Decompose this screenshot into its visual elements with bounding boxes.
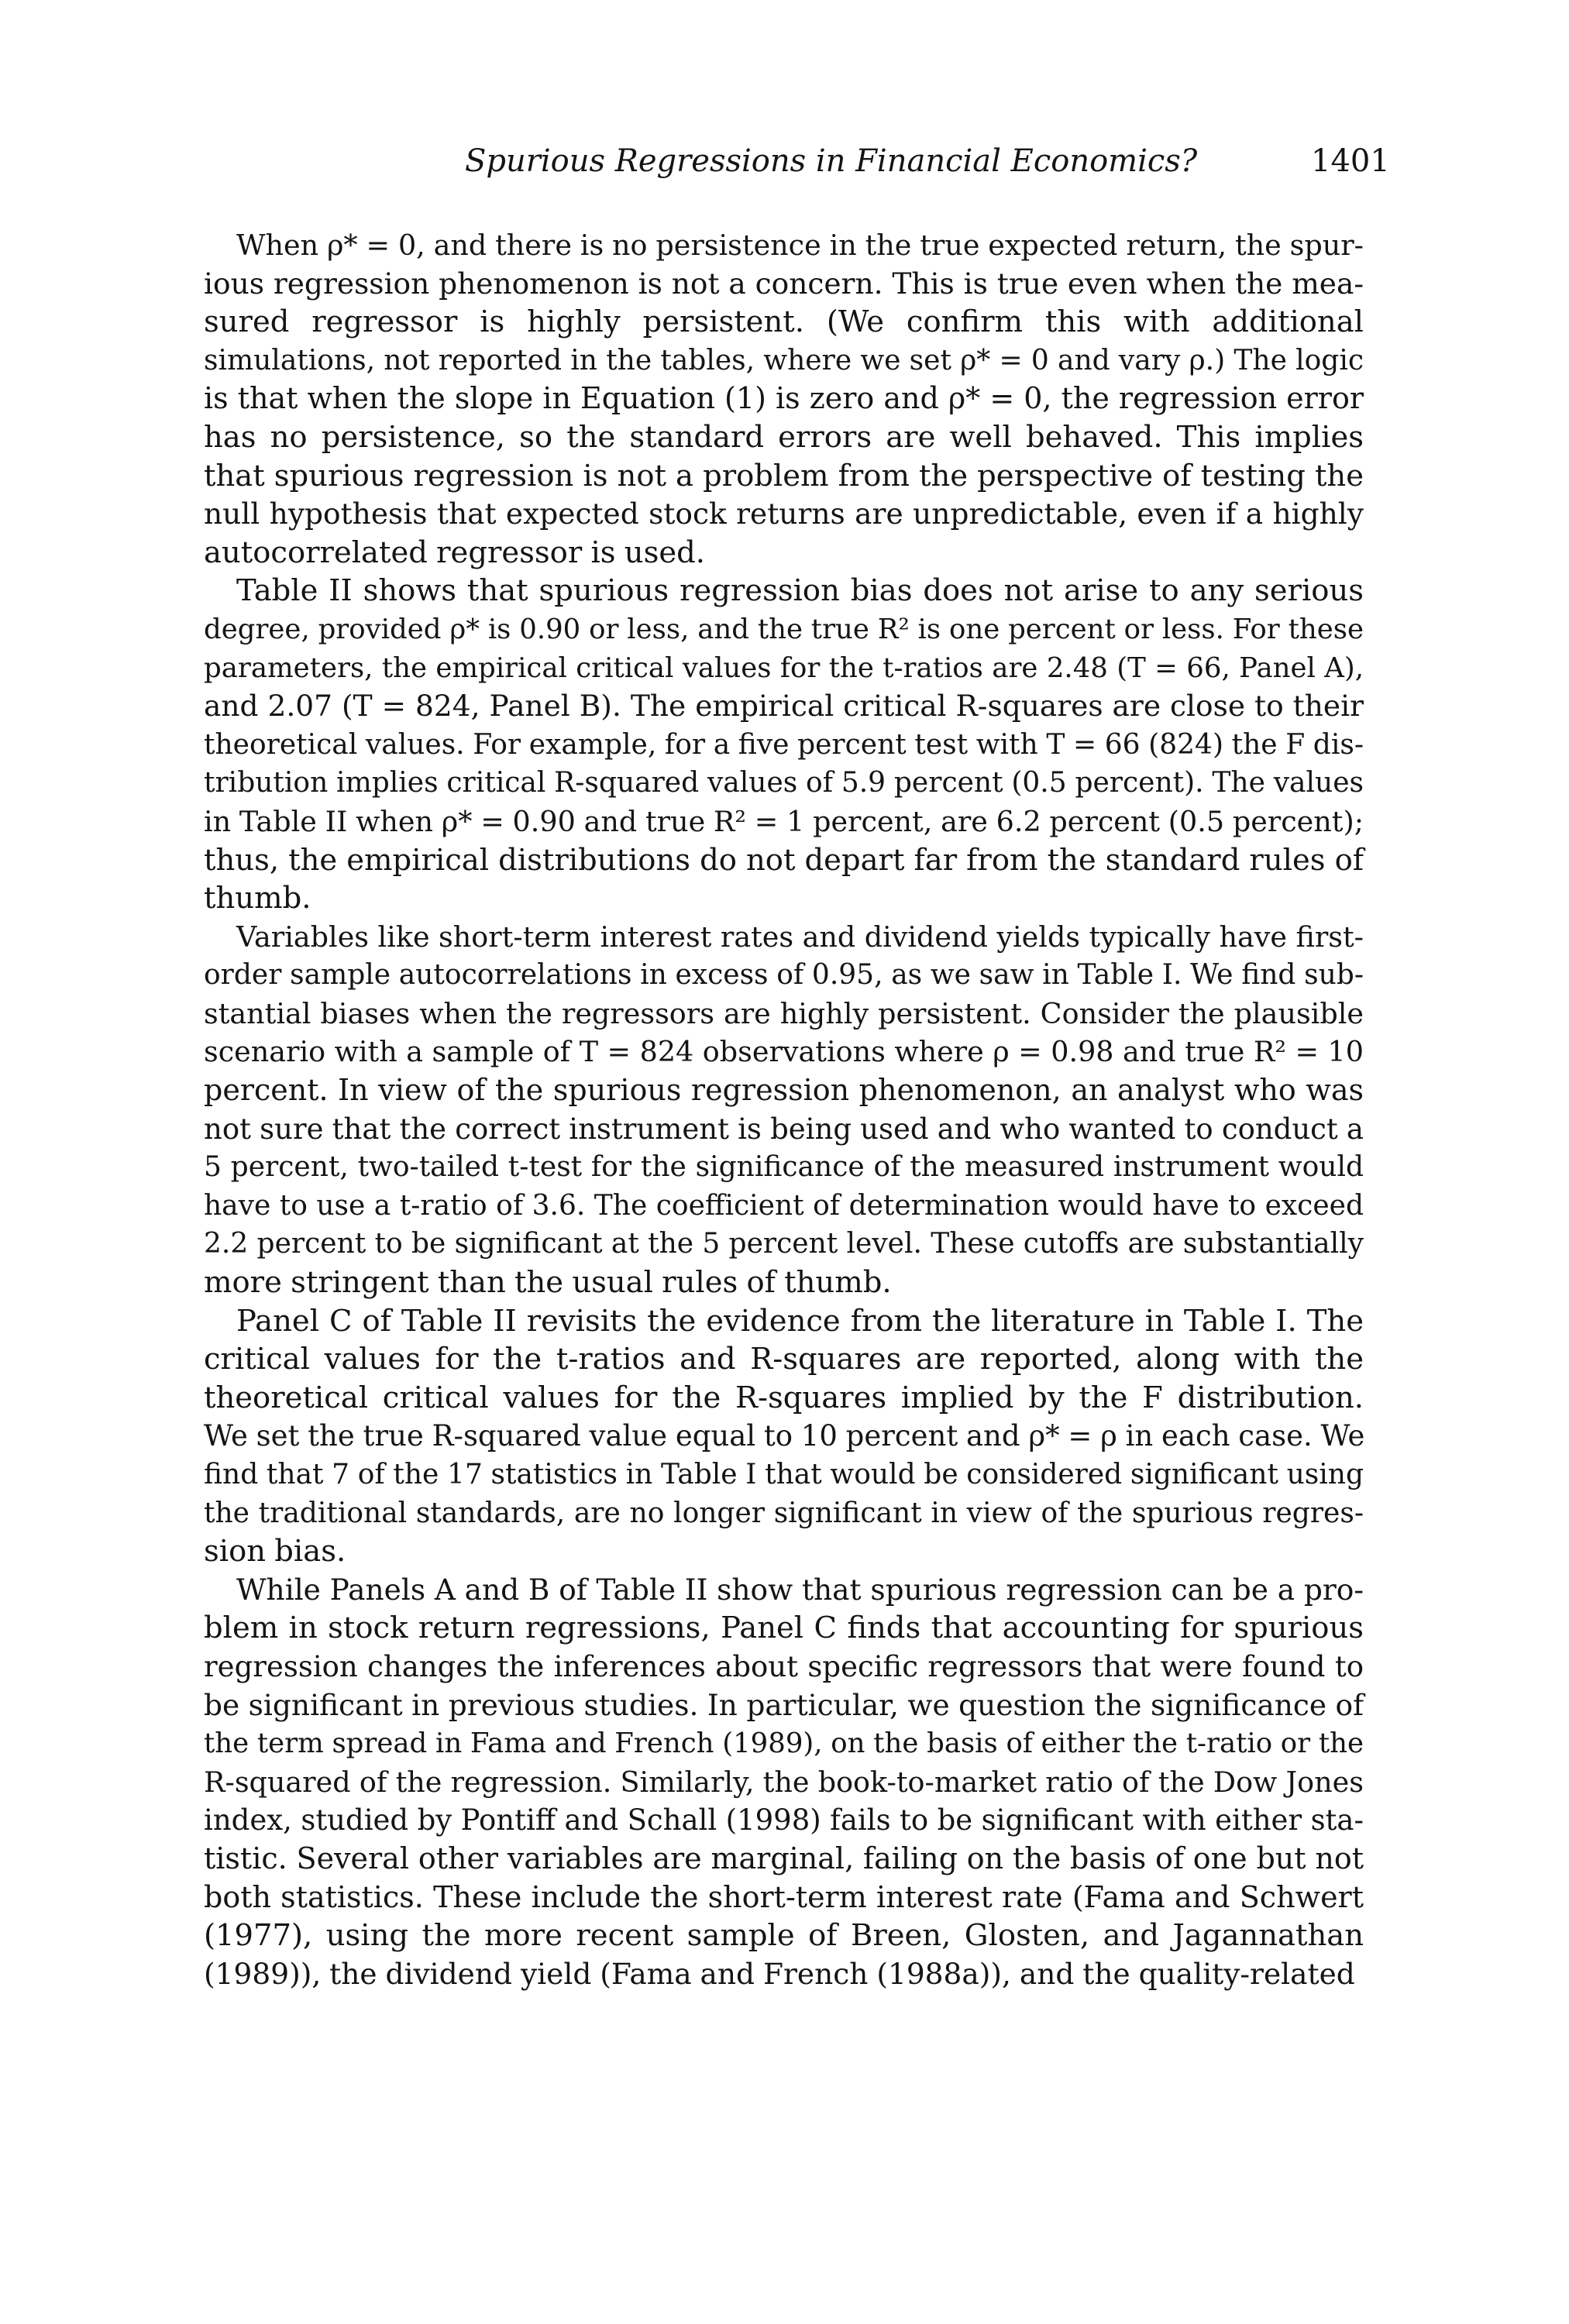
text-line: R-squared of the regression. Similarly, the book-to-market ratio of the Dow Jones	[204, 1765, 1364, 1799]
text-line: not sure that the correct instrument is being used and who wanted to conduct a	[204, 1112, 1364, 1146]
text-line: (1989)), the dividend yield (Fama and French (1988a)), and the quality-related	[204, 1956, 1355, 1991]
text-line: tribution implies critical R-squared values of 5.9 percent (0.5 percent). The values	[204, 767, 1364, 799]
text-line: in Table II when ρ* = 0.90 and true R² = 1 percent, are 6.2 percent (0.5 percent);	[204, 804, 1364, 838]
text-line: simulations, not reported in the tables, where we set ρ* = 0 and vary ρ.) The logic	[204, 344, 1364, 376]
page-number: 1401	[1311, 143, 1390, 179]
paragraph	[204, 918, 1364, 1302]
text-line: thus, the empirical distributions do not depart far from the standard rules of	[204, 842, 1364, 878]
text-line: order sample autocorrelations in excess of 0.95, as we saw in Table I. We find sub-	[204, 959, 1364, 992]
text-line: tistic. Several other variables are marginal, failing on the basis of one but not	[204, 1841, 1364, 1875]
text-line: stantial biases when the regressors are highly persistent. Consider the plausible	[204, 996, 1364, 1030]
text-line: scenario with a sample of T = 824 observations where ρ = 0.98 and true R² = 10	[204, 1035, 1364, 1069]
body-text	[204, 226, 1364, 1993]
text-line: Table II shows that spurious regression bias does not arise to any serious	[236, 573, 1364, 609]
text-line: 5 percent, two-tailed t-test for the significance of the measured instrument would	[204, 1151, 1364, 1184]
text-line: the term spread in Fama and French (1989), on the basis of either the t-ratio or the	[204, 1728, 1364, 1760]
text-line: parameters, the empirical critical values for the t-ratios are 2.48 (T = 66, Panel A),	[204, 651, 1364, 684]
text-line: Variables like short-term interest rates and dividend yields typically have first-	[236, 920, 1364, 954]
text-line: more stringent than the usual rules of thumb.	[204, 1265, 892, 1301]
text-line: critical values for the t-ratios and R-squares are reported, along with the	[204, 1342, 1364, 1377]
text-line: is that when the slope in Equation (1) is zero and ρ* = 0, the regression error	[204, 381, 1364, 416]
text-line: blem in stock return regressions, Panel C finds that accounting for spurious	[204, 1611, 1364, 1646]
text-line: degree, provided ρ* is 0.90 or less, and the true R² is one percent or less. For these	[204, 613, 1364, 645]
text-line: both statistics. These include the short-term interest rate (Fama and Schwert	[204, 1879, 1364, 1914]
text-line: the traditional standards, are no longer significant in view of the spurious regres-	[204, 1497, 1364, 1529]
text-line: null hypothesis that expected stock returns are unpredictable, even if a highly	[204, 497, 1364, 531]
text-line: autocorrelated regressor is used.	[204, 535, 706, 570]
text-line: and 2.07 (T = 824, Panel B). The empirical critical R-squares are close to their	[204, 689, 1364, 724]
paragraph	[204, 1302, 1364, 1571]
text-line: When ρ* = 0, and there is no persistence in the true expected return, the spur-	[236, 229, 1364, 262]
text-line: thumb.	[204, 881, 311, 916]
paragraph	[204, 226, 1364, 572]
paragraph	[204, 572, 1364, 917]
text-line: index, studied by Pontiff and Schall (1998) fails to be significant with either sta-	[204, 1803, 1364, 1838]
text-line: theoretical values. For example, for a five percent test with T = 66 (824) the F dis-	[204, 728, 1364, 761]
text-line: Panel C of Table II revisits the evidence from the literature in Table I. The	[236, 1303, 1364, 1339]
text-line: regression changes the inferences about specific regressors that were found to	[204, 1649, 1364, 1683]
paragraph	[204, 1571, 1364, 1994]
text-line: that spurious regression is not a problem from the perspective of testing the	[204, 458, 1364, 493]
running-title: Spurious Regressions in Financial Economics?	[465, 143, 1198, 179]
text-line: percent. In view of the spurious regression phenomenon, an analyst who was	[204, 1073, 1364, 1108]
text-line: (1977), using the more recent sample of Breen, Glosten, and Jagannathan	[204, 1918, 1364, 1954]
text-line: theoretical critical values for the R-squares implied by the F distribution.	[204, 1380, 1364, 1415]
text-line: has no persistence, so the standard errors are well behaved. This implies	[204, 419, 1364, 455]
text-line: While Panels A and B of Table II show that spurious regression can be a pro-	[236, 1572, 1364, 1607]
text-line: 2.2 percent to be significant at the 5 percent level. These cutoffs are substantially	[204, 1228, 1364, 1260]
text-line: sion bias.	[204, 1534, 346, 1569]
text-line: have to use a t-ratio of 3.6. The coefficient of determination would have to exceed	[204, 1189, 1364, 1222]
text-line: sured regressor is highly persistent. (We confirm this with additional	[204, 304, 1364, 340]
text-line: We set the true R-squared value equal to 10 percent and ρ* = ρ in each case. We	[204, 1419, 1365, 1453]
text-line: find that 7 of the 17 statistics in Table I that would be considered significant using	[204, 1459, 1364, 1490]
text-line: ious regression phenomenon is not a concern. This is true even when the mea-	[204, 266, 1364, 301]
text-line: be significant in previous studies. In particular, we question the significance of	[204, 1687, 1364, 1722]
